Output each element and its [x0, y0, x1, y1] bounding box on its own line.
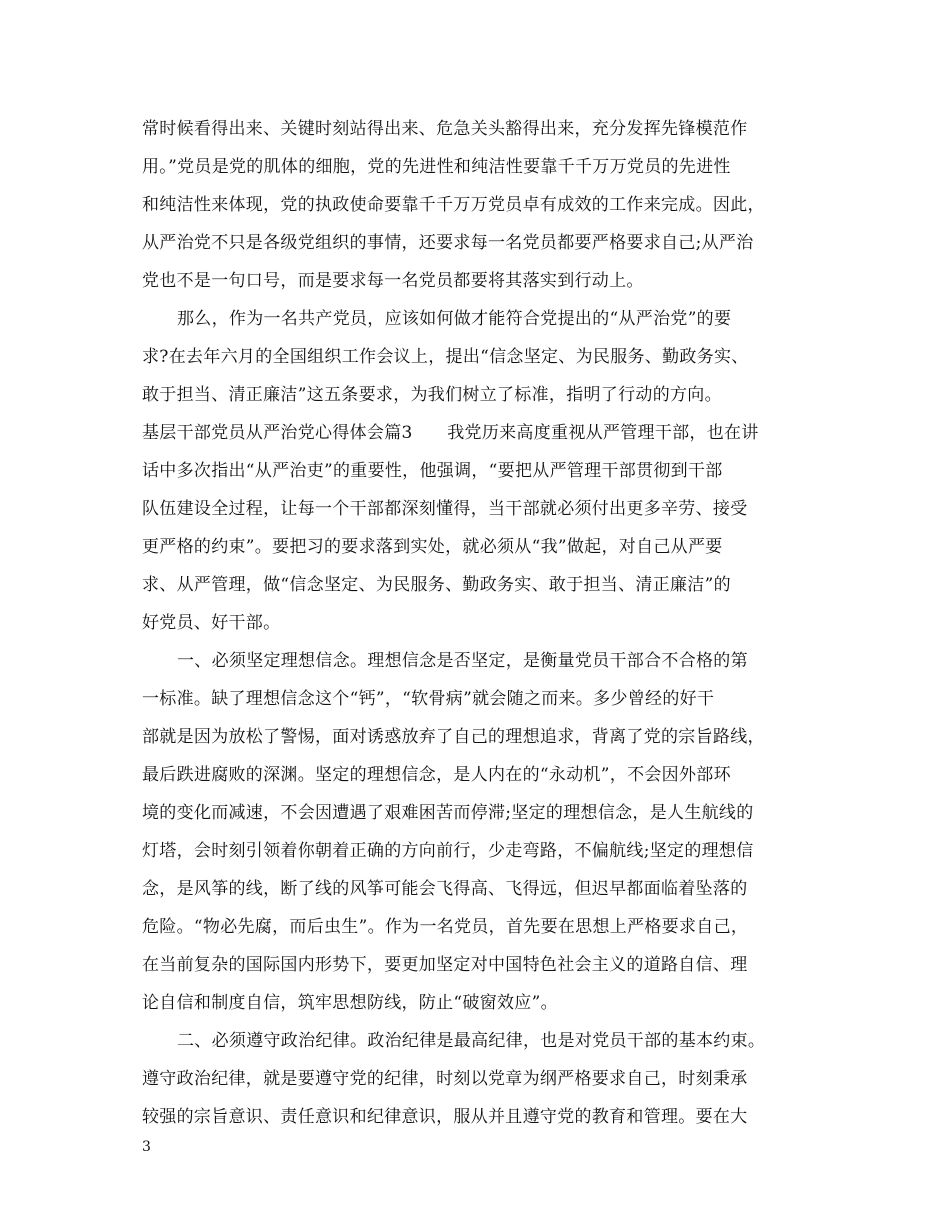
text-line: 和纯洁性来体现，党的执政使命要靠千千万万党员卓有成效的工作来完成。因此，	[142, 195, 765, 215]
text-line: 部就是因为放松了警惕，面对诱惑放弃了自己的理想追求，背离了党的宗旨路线，	[142, 727, 765, 747]
text-line: 好党员、好干部。	[142, 613, 281, 633]
paragraph-first-line: 那么，作为一名共产党员，应该如何做才能符合党提出的“从严治党”的要	[177, 309, 732, 329]
text-line: 队伍建设全过程，让每一个干部都深刻懂得，当干部就必须付出更多辛劳、接受	[142, 499, 748, 519]
text-line: 用。”党员是党的肌体的细胞，党的先进性和纯洁性要靠千千万万党员的先进性	[142, 157, 731, 177]
paragraph-first-line: 二、必须遵守政治纪律。政治纪律是最高纪律，也是对党员干部的基本约束。	[177, 1031, 766, 1051]
text-line: 灯塔，会时刻引领着你朝着正确的方向前行，少走弯路，不偏航线;坚定的理想信	[142, 841, 754, 861]
page-number: 3	[142, 1139, 151, 1155]
text-line: 遵守政治纪律，就是要遵守党的纪律，时刻以党章为纲严格要求自己，时刻秉承	[142, 1069, 748, 1089]
text-line: 危险。“物必先腐，而后虫生”。作为一名党员，首先要在思想上严格要求自己，	[142, 917, 749, 937]
text-line: 党也不是一句口号，而是要求每一名党员都要将其落实到行动上。	[142, 271, 644, 291]
text-line: 最后跌进腐败的深渊。坚定的理想信念，是人内在的“永动机”，不会因外部环	[142, 765, 731, 785]
text-line: 境的变化而减速，不会因遭遇了艰难困苦而停滞;坚定的理想信念，是人生航线的	[142, 803, 754, 823]
paragraph-first-line: 一、必须坚定理想信念。理想信念是否坚定，是衡量党员干部合不合格的第	[177, 651, 748, 671]
text-line: 一标准。缺了理想信念这个“钙”，“软骨病”就会随之而来。多少曾经的好干	[142, 689, 715, 709]
text-line: 念，是风筝的线，断了线的风筝可能会飞得高、飞得远，但迟早都面临着坠落的	[142, 879, 748, 899]
text-line: 常时候看得出来、关键时刻站得出来、危急关头豁得出来，充分发挥先锋模范作	[142, 119, 748, 139]
text-line: 论自信和制度自信，筑牢思想防线，防止“破窗效应”。	[142, 993, 558, 1013]
text-line: 求、从严管理，做“信念坚定、为民服务、勤政务实、敢于担当、清正廉洁”的	[142, 575, 731, 595]
text-line: 话中多次指出“从严治吏”的重要性，他强调，“要把从严管理干部贯彻到干部	[142, 461, 723, 481]
text-line: 从严治党不只是各级党组织的事情，还要求每一名党员都要严格要求自己;从严治	[142, 233, 754, 253]
text-line: 求?在去年六月的全国组织工作会议上，提出“信念坚定、为民服务、勤政务实、	[142, 347, 749, 367]
text-line: 敢于担当、清正廉洁”这五条要求，为我们树立了标准，指明了行动的方向。	[142, 385, 722, 405]
text-line: 在当前复杂的国际国内形势下，要更加坚定对中国特色社会主义的道路自信、理	[142, 955, 748, 975]
text-line: 更严格的约束”。要把习的要求落到实处，就必须从“我”做起，对自己从严要	[142, 537, 723, 557]
text-line: 较强的宗旨意识、责任意识和纪律意识，服从并且遵守党的教育和管理。要在大	[142, 1107, 748, 1127]
section-heading-line: 基层干部党员从严治党心得体会篇3 我党历来高度重视从严管理干部，也在讲	[142, 423, 759, 443]
